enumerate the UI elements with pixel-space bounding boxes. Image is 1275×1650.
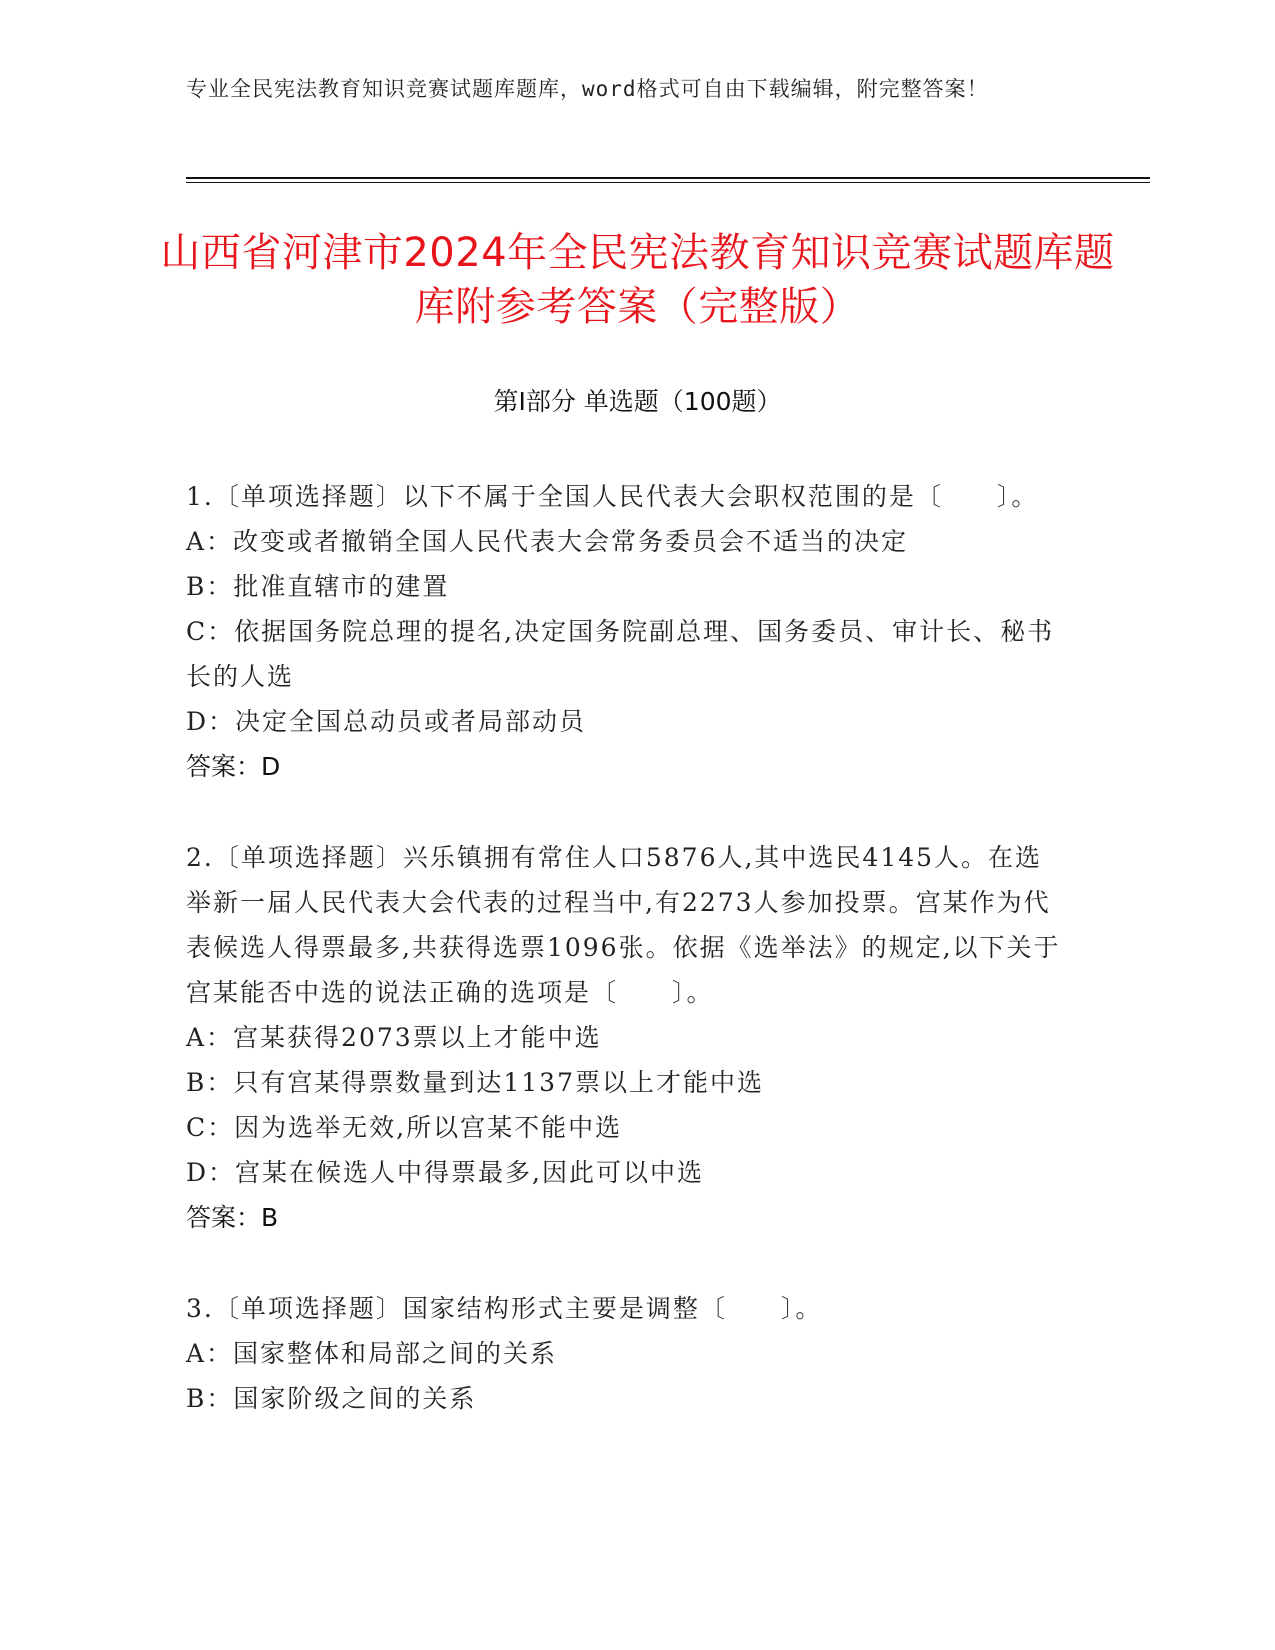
question-list <box>186 474 1066 1421</box>
document-title: 山西省河津市2024年全民宪法教育知识竞赛试题库题库附参考答案（完整版） <box>160 230 1115 330</box>
answer-line: 答案：D <box>186 752 281 781</box>
option-a: A：国家整体和局部之间的关系 <box>186 1339 558 1368</box>
option-a: A：改变或者撤销全国人民代表大会常务委员会不适当的决定 <box>186 527 909 556</box>
option-b: B：只有宫某得票数量到达1137票以上才能中选 <box>186 1068 764 1097</box>
option-c: C：依据国务院总理的提名,决定国务院副总理、国务委员、审计长、秘书长的人选 <box>186 617 1055 691</box>
answer-line: 答案：B <box>186 1203 279 1232</box>
question-spacer <box>186 789 1066 835</box>
option-c: C：因为选举无效,所以宫某不能中选 <box>186 1113 623 1142</box>
header-divider-thick <box>186 177 1150 179</box>
question-stem: 1.〔单项选择题〕以下不属于全国人民代表大会职权范围的是〔 〕。 <box>186 482 1039 511</box>
question-stem: 2.〔单项选择题〕兴乐镇拥有常住人口5876人,其中选民4145人。在选举新一届人民代表大会代表的过程当中,有2273人参加投票。宫某作为代表候选人得票最多,共获得选票1096张。依据《选举法》的规定,以下关于宫某能否中选的说法正确的选项是〔 〕。 <box>186 843 1061 1007</box>
header-note: 专业全民宪法教育知识竞赛试题库题库，word格式可自由下载编辑，附完整答案！ <box>186 77 989 101</box>
option-b: B：国家阶级之间的关系 <box>186 1384 477 1413</box>
option-a: A：宫某获得2073票以上才能中选 <box>186 1023 602 1052</box>
section-heading: 第Ⅰ部分 单选题（100题） <box>493 387 782 416</box>
question-1 <box>186 474 1066 789</box>
question-3 <box>186 1286 1066 1421</box>
option-d: D：宫某在候选人中得票最多,因此可以中选 <box>186 1158 704 1187</box>
question-spacer <box>186 1240 1066 1286</box>
question-2 <box>186 835 1066 1240</box>
option-d: D：决定全国总动员或者局部动员 <box>186 707 587 736</box>
option-b: B：批准直辖市的建置 <box>186 572 450 601</box>
question-stem: 3.〔单项选择题〕国家结构形式主要是调整〔 〕。 <box>186 1294 823 1323</box>
header-divider-thin <box>186 182 1150 183</box>
